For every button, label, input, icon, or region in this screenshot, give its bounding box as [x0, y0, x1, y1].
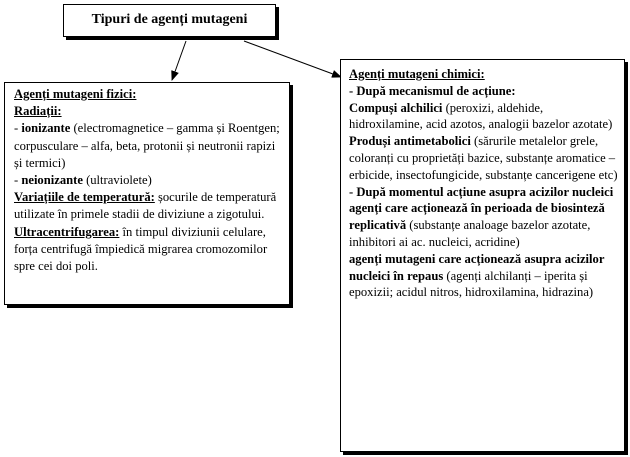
physical-heading-text: Agenți mutageni fizici: — [14, 87, 137, 101]
radiation-label: Radiații: — [14, 104, 62, 119]
alkyl-compounds-item — [349, 100, 618, 134]
centrifuge-text: în timpul diviziunii celulare, forța centrifugă împiedică migrarea cromozomilor spre cei doi poli. — [14, 224, 268, 274]
centrifuge-item — [14, 224, 283, 276]
nonionizing-term: neionizante — [21, 173, 83, 188]
resting-item — [349, 251, 618, 301]
resting-text: (agenți alchilanți – iperita și epoxizii; acidul nitros, hidroxilamina, hidrazina) — [349, 268, 594, 300]
temperature-text: șocurile de temperatură utilizate în primele stadii de diviziune a zigotului. — [14, 190, 277, 222]
chemical-agents-box — [340, 59, 625, 452]
ionizing-text: (electromagnetice – gamma și Roentgen; corpusculare – alfa, beta, protonii și neutronii rapizi și termici) — [14, 121, 280, 170]
arrow-to-physical-agents — [172, 41, 186, 80]
temperature-item — [14, 189, 283, 223]
antimetabolic-text: (sărurile metalelor grele, coloranți cu proprietăți bazice, substanțe aromatice – erbicide, insectofungicide, substanțe cancerigene etc) — [349, 134, 618, 182]
radiation-heading — [14, 103, 283, 120]
chemical-agents-heading — [349, 66, 618, 83]
antimetabolic-item — [349, 133, 618, 183]
nonionizing-text: (ultraviolete) — [82, 173, 152, 188]
alkyl-term: Compuși alchilici — [349, 100, 443, 115]
nonionizing-item — [14, 172, 283, 189]
ionizing-item — [14, 120, 283, 172]
alkyl-text: (peroxizi, aldehide, hidroxilamine, acid azotos, analogii bazelor azotate) — [349, 100, 613, 132]
centrifuge-label: Ultracentrifugarea: — [14, 224, 120, 239]
physical-agents-heading — [14, 86, 283, 103]
arrow-to-chemical-agents — [244, 41, 341, 77]
antimetabolic-term: Produși antimetabolici — [349, 134, 471, 149]
moment-heading: - După momentul acțiune asupra acizilor nucleici — [349, 184, 614, 199]
ionizing-term: ionizante — [21, 121, 71, 136]
resting-term: agenți mutageni care acționează asupra acizilor nucleici în repaus — [349, 251, 605, 283]
replicative-term: agenți care acționează în perioada de biosinteză replicativă — [349, 201, 605, 233]
nonionizing-prefix: - — [14, 173, 22, 188]
diagram-title: Tipuri de agenți mutageni — [91, 12, 248, 27]
physical-agents-box — [4, 82, 290, 305]
chemical-heading-text: Agenți mutageni chimici: — [349, 67, 485, 81]
mechanism-heading: - După mecanismul de acțiune: — [349, 83, 516, 98]
temperature-label: Variațiile de temperatură: — [14, 190, 155, 205]
title-box — [63, 4, 276, 37]
replicative-text: (substanțe analoage bazelor azotate, inhibitori ai ac. nucleici, acridine) — [349, 218, 591, 249]
replicative-item — [349, 200, 618, 250]
ionizing-prefix: - — [14, 121, 22, 136]
